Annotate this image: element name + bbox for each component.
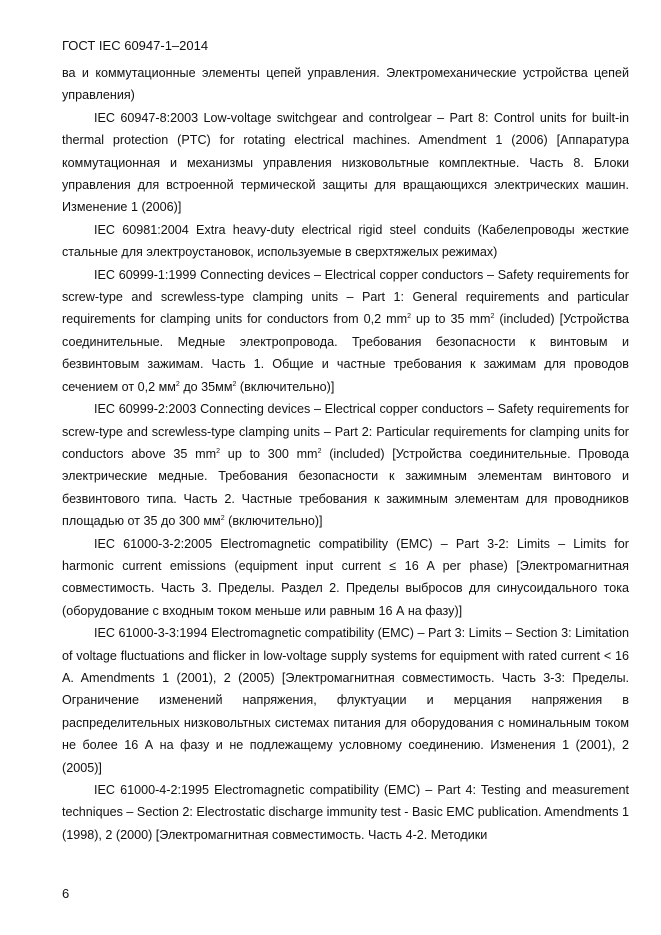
superscript: 2 — [232, 380, 237, 388]
text-segment: up to 300 mm — [220, 446, 318, 461]
superscript: 2 — [175, 380, 180, 388]
page-number: 6 — [62, 886, 70, 901]
superscript: 2 — [216, 447, 221, 455]
text-segment: up to 35 mm — [410, 312, 491, 327]
paragraph-iec-60999-1 — [62, 264, 629, 398]
document-body — [62, 62, 629, 846]
superscript: 2 — [490, 313, 495, 321]
paragraph-continuation: ва и коммутационные элементы цепей управления. Электромеханические устройства цепей управления) — [62, 66, 629, 103]
paragraph-iec-60999-2 — [62, 398, 629, 532]
paragraph-iec-60947-8: IEC 60947-8:2003 Low-voltage switchgear and controlgear – Part 8: Control units for built-in thermal protection (PTC) for rotating electrical machines. Amendment 1 (2006) [Аппаратура коммутационная и механизмы управления низковольтные комплектные. Часть 8. Блоки управления для встроенной термической защиты для вращающихся электрических машин. Изменение 1 (2006)] — [62, 110, 629, 215]
text-segment: IEC 60999-1:1999 Connecting devices – Electrical copper conductors – Safety requirements for screw-type and screwless-type clamping units – Part 1: General requirements and particular requirements for clamping units for conductors from 0,2 mm — [62, 267, 629, 327]
text-segment: (included) [Устройства соединительные. Провода электрические медные. Требования безопасности к зажимным элементам винтового и безвинтового типа. Часть 2. Частные требования к зажимным элементам для проводников площадью от 35 до 300 мм — [62, 446, 629, 529]
superscript: 2 — [317, 447, 322, 455]
paragraph-iec-60981: IEC 60981:2004 Extra heavy-duty electrical rigid steel conduits (Кабелепроводы жесткие стальные для электроустановок, используемые в сверхтяжелых режимах) — [62, 222, 629, 260]
text-segment: (включительно)] — [236, 379, 335, 394]
superscript: 2 — [407, 313, 411, 321]
superscript: 2 — [220, 515, 225, 523]
text-segment: IEC 60999-2:2003 Connecting devices – Electrical copper conductors – Safety requirements for screw-type and screwless-type clamping units – Part 2: Particular requirements for clamping units for conductors above 35 mm — [62, 402, 629, 461]
text-segment: (included) [Устройства соединительные. Медные электропровода. Требования безопасности к винтовым и безвинтовым зажимам. Часть 1. Общие и частные требования к зажимам для проводов сечением от 0,2 мм — [62, 312, 629, 394]
text-segment: до 35мм — [179, 379, 233, 394]
text-segment: (включительно)] — [224, 514, 323, 529]
paragraph-iec-61000-4-2: IEC 61000-4-2:1995 Electromagnetic compatibility (EMC) – Part 4: Testing and measurement techniques – Section 2: Electrostatic discharge immunity test - Basic EMC publication. Amendments 1 (1998), 2 (2000) [Электромагнитная совместимость. Часть 4-2. Методики — [62, 783, 629, 842]
paragraph-iec-61000-3-3: IEC 61000-3-3:1994 Electromagnetic compatibility (EMC) – Part 3: Limits – Section 3: Limitation of voltage fluctuations and flicker in low-voltage supply systems for equipment with rated current < 16 A. Amendments 1 (2001), 2 (2005) [Электромагнитная совместимость. Часть 3-3: Пределы. Ограничение изменений напряжения, флуктуации и мерцания напряжения в распределительных низковольтных системах питания для оборудования с номинальным током не более 16 А на фазу и не подлежащему условному соединению. Изменения 1 (2001), 2 (2005)] — [62, 626, 629, 775]
paragraph-iec-61000-3-2: IEC 61000-3-2:2005 Electromagnetic compatibility (EMC) – Part 3-2: Limits – Limits for harmonic current emissions (equipment input current ≤ 16 A per phase) [Электромагнитная совместимость. Часть 3. Пределы. Раздел 2. Пределы выбросов для синусоидального тока (оборудование с входным током меньше или равным 16 А на фазу)] — [62, 536, 629, 618]
document-header: ГОСТ IEC 60947-1–2014 — [62, 38, 209, 53]
